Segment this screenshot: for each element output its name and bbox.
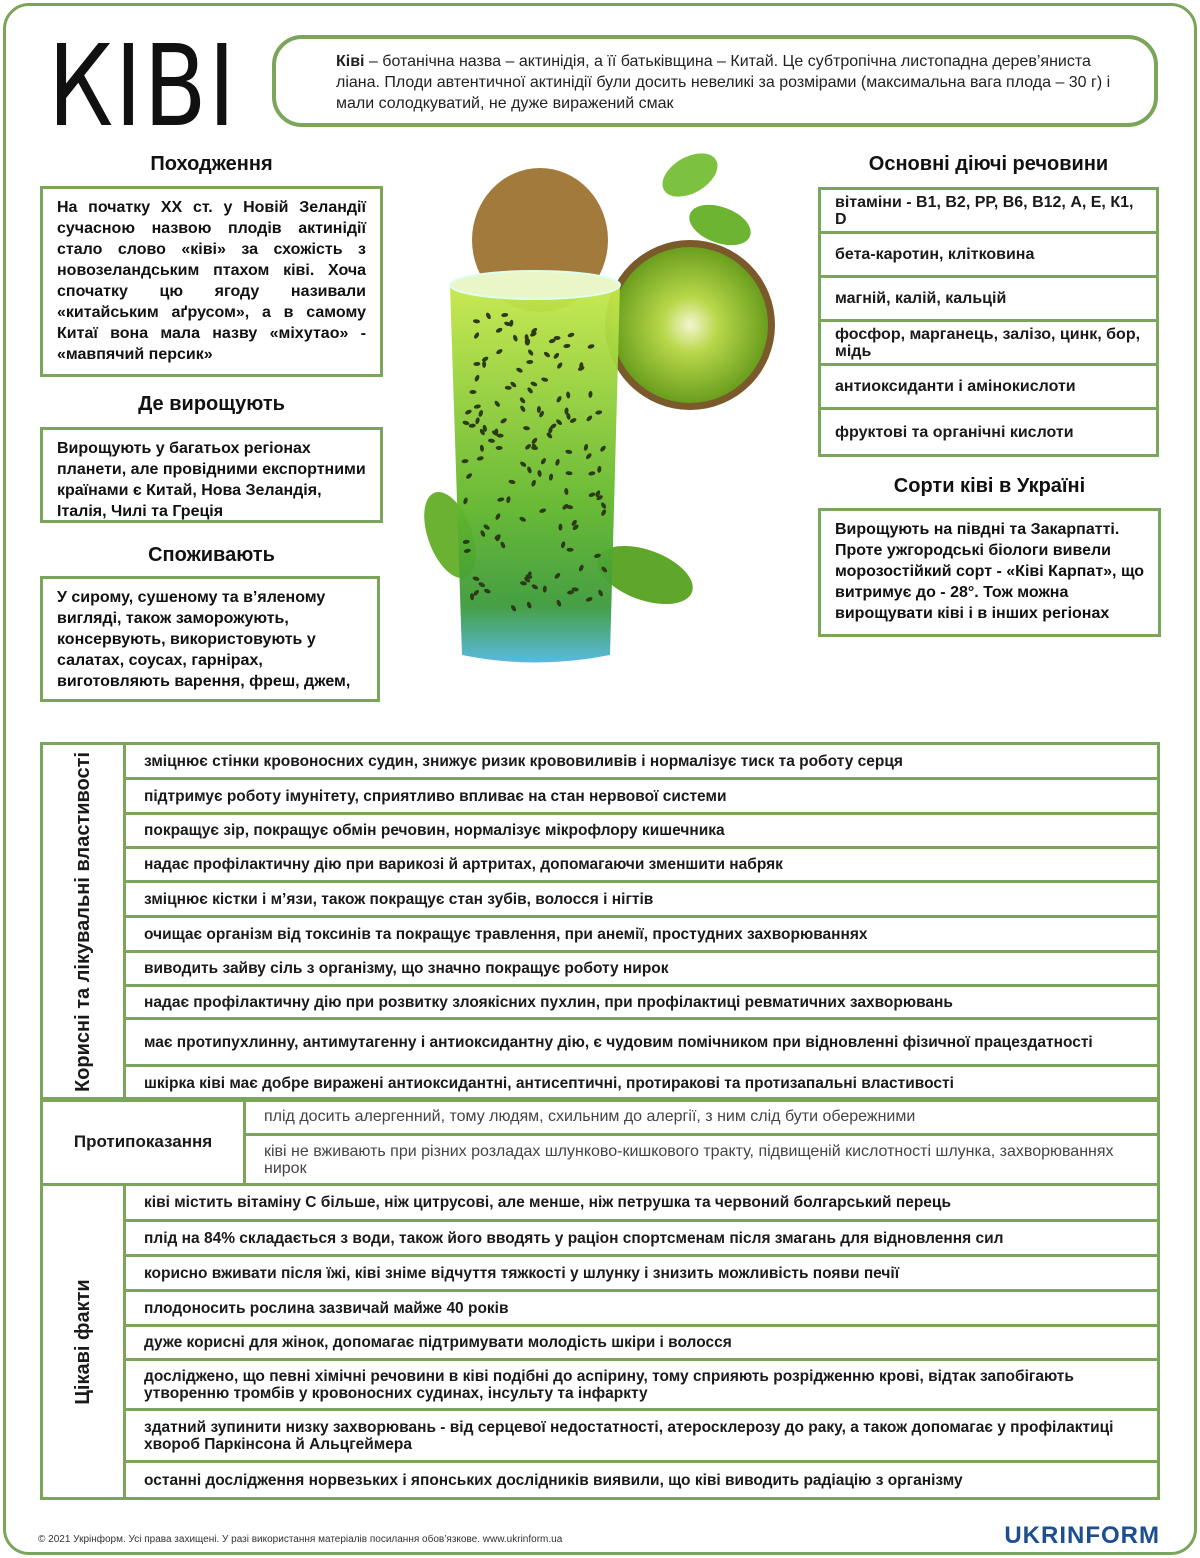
origin-box: На початку XX ст. у Новій Зеландії сучасною назвою плодів актинідії стало слово «ківі» за схожість з новозеландським птахом ківі. Хоча спочатку цю ягоду називали «китайським аґрусом», а в самому Китаї вона мала назву «міхутао» - «мавпячий персик» <box>40 186 383 377</box>
intro-bold: Ківі <box>336 53 365 70</box>
benefits-table <box>40 742 1160 1102</box>
contra-table <box>40 1097 1160 1186</box>
facts-label-cell <box>42 1185 125 1499</box>
substances-heading: Основні діючі речовини <box>868 153 1109 175</box>
table-row: плід досить алергенний, тому людям, схильним до алергії, з ним слід бути обережними <box>245 1099 1159 1135</box>
table-row: зміцнює стінки кровоносних судин, знижує ризик крововиливів і нормалізує тиск та роботу серця <box>125 744 1159 779</box>
table-row: шкірка ківі має добре виражені антиоксидантні, антисептичні, протиракові та протизапальні властивості <box>125 1066 1159 1101</box>
table-row: має протипухлинну, антимутагенну і антиоксидантну дію, є чудовим помічником при відновленні фізичної працездатності <box>125 1019 1159 1066</box>
table-row: надає профілактичну дію при розвитку злоякісних пухлин, при профілактиці ревматичних захворювань <box>125 986 1159 1019</box>
benefits-label-cell <box>42 744 125 1101</box>
table-row: зміцнює кістки і м’язи, також покращує стан зубів, волосся і нігтів <box>125 882 1159 917</box>
list-item: фруктові та органічні кислоти <box>835 423 1074 441</box>
origin-heading: Походження <box>150 153 273 175</box>
contra-label: Протипоказання <box>42 1099 245 1185</box>
varieties-heading: Сорти ківі в Україні <box>893 475 1086 497</box>
facts-table <box>40 1183 1160 1500</box>
table-row: ківі не вживають при різних розладах шлунково-кишкового тракту, підвищеній кислотності шлунка, захворюваннях нирок <box>245 1135 1159 1185</box>
intro-box <box>272 35 1158 127</box>
table-row: останні дослідження норвезьких і японських дослідників виявили, що ківі виводить радіацію з організму <box>125 1462 1159 1499</box>
list-item: магній, калій, кальцій <box>821 278 1156 322</box>
consume-heading: Споживають <box>148 544 275 566</box>
table-row: здатний зупинити низку захворювань - від серцевої недостатності, атеросклерозу до раку, а також допомагає у профілактиці хвороб Паркінсона й Альцгеймера <box>125 1410 1159 1462</box>
intro-text: – ботанічна назва – актинідія, а її батьківщина – Китай. Це субтропічна листопадна дерев’яниста ліана. Плоди автентичної актинідії були досить невеликі за розмірами (максимальна вага плода – 30 г) і мали солодкуватий, не дуже виражений смак <box>336 53 1111 112</box>
substances-list <box>818 187 1159 457</box>
benefits-label: Корисні та лікувальні властивості <box>72 752 94 1092</box>
table-row: покращує зір, покращує обмін речовин, нормалізує мікрофлору кишечника <box>125 814 1159 848</box>
table-row: досліджено, що певні хімічні речовини в ківі подібні до аспірину, тому сприяють розрідженню крові, відтак запобігають утворенню тромбів у кровоносних судинах, інсульту та інфаркту <box>125 1360 1159 1410</box>
varieties-box: Вирощують на півдні та Закарпатті. Проте ужгородські біологи вивели морозостійкий сорт - «Ківі Карпат», що витримує до - 28°. Тож можна вирощувати ківі і в інших регіонах <box>818 508 1161 637</box>
list-item: антиоксиданти і амінокислоти <box>821 366 1156 410</box>
list-item: вітаміни - В1, В2, РР, В6, В12, А, Е, К1, D <box>821 190 1156 234</box>
grown-heading: Де вирощують <box>138 393 285 415</box>
kiwi-juice-illustration <box>420 135 780 675</box>
table-row: підтримує роботу імунітету, сприятливо впливає на стан нервової системи <box>125 779 1159 814</box>
page-title: КІВІ <box>48 22 237 152</box>
facts-label: Цікаві факти <box>72 1278 94 1405</box>
seed-icon <box>482 361 486 368</box>
ukrinform-logo[interactable]: UKRINFORM <box>1004 1522 1160 1549</box>
table-row: корисно вживати після їжі, ківі зніме відчуття тяжкості у шлунку і знизить можливість появи печії <box>125 1256 1159 1291</box>
leaf-icon <box>655 144 725 205</box>
list-item: фосфор, марганець, залізо, цинк, бор, мідь <box>821 322 1156 366</box>
grown-box: Вирощують у багатьох регіонах планети, але провідними експортними країнами є Китай, Нова Зеландія, Італія, Чилі та Греція <box>40 427 383 523</box>
list-item: бета-каротин, клітковина <box>821 234 1156 278</box>
table-row: плодоносить рослина зазвичай майже 40 років <box>125 1291 1159 1326</box>
table-row: дуже корисні для жінок, допомагає підтримувати молодість шкіри і волосся <box>125 1326 1159 1360</box>
table-row: очищає організм від токсинів та покращує травлення, при анемії, простудних захворюваннях <box>125 917 1159 952</box>
consume-box: У сирому, сушеному та в’яленому вигляді, також заморожують, консервують, використовують у салатах, соусах, гарнірах, виготовляють варення, фреш, джем, <box>40 576 380 702</box>
copyright-footer: © 2021 Укрінформ. Усі права захищені. У разі використання матеріалів посилання обов’язкове. www.ukrinform.ua <box>38 1534 563 1545</box>
table-row: виводить зайву сіль з організму, що значно покращує роботу нирок <box>125 952 1159 986</box>
table-row: ківі містить вітаміну С більше, ніж цитрусові, але менше, ніж петрушка та червоний болгарський перець <box>125 1185 1159 1221</box>
table-row: надає профілактичну дію при варикозі й артритах, допомагаючи зменшити набряк <box>125 848 1159 882</box>
table-row: плід на 84% складається з води, також його вводять у раціон спортсменам після змагань для відновлення сил <box>125 1221 1159 1256</box>
